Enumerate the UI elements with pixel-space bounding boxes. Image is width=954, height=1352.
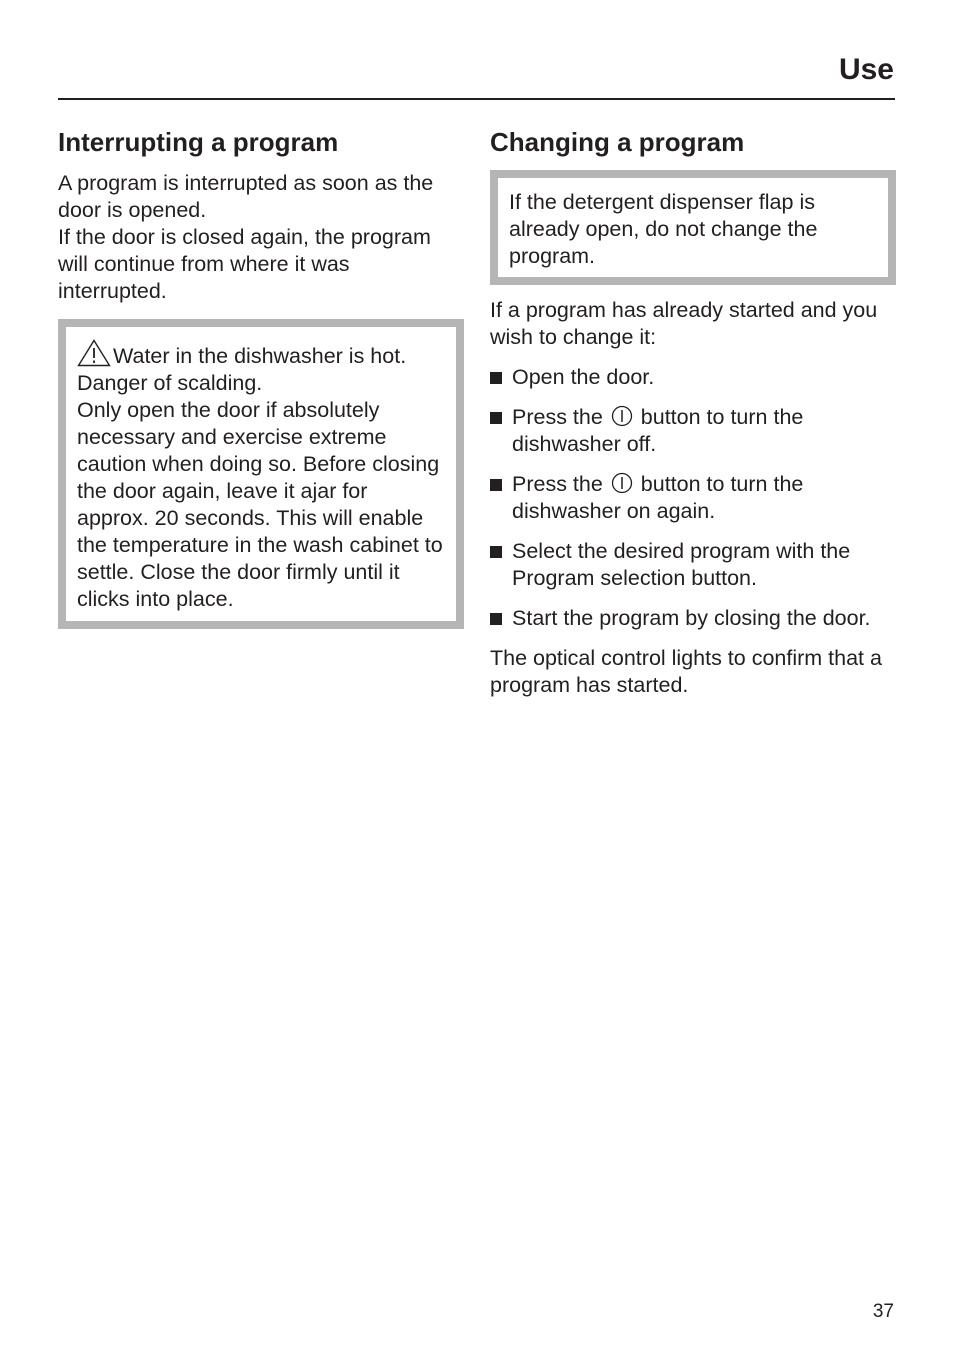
power-button-icon	[611, 405, 633, 427]
page-number: 37	[872, 1301, 894, 1322]
header-rule	[58, 98, 895, 100]
square-bullet-icon	[490, 412, 502, 424]
interrupting-intro-2: If the door is closed again, the program will continue from where it was interrupted.	[58, 225, 431, 303]
step-text-after: button to turn the dishwasher off.	[512, 405, 804, 456]
step-select-program	[490, 538, 896, 592]
square-bullet-icon	[490, 479, 502, 491]
steps-list	[490, 364, 896, 632]
step-text-after: button to turn the dishwasher on again.	[512, 472, 804, 523]
changing-intro: If a program has already started and you wish to change it:	[490, 298, 878, 349]
warning-first-line	[77, 339, 444, 370]
power-button-icon	[611, 472, 633, 494]
square-bullet-icon	[490, 372, 502, 384]
interrupting-heading: Interrupting a program	[58, 127, 339, 157]
step-open-door	[490, 364, 896, 391]
step-text: Start the program by closing the door.	[512, 606, 871, 630]
warning-text-2: Only open the door if absolutely necessary and exercise extreme caution when doing so. Before closing the door again, leave it ajar for approx. 20 seconds. This will enable the temperature in the wash cabinet to settle. Close the door firmly until it clicks into place.	[77, 398, 443, 611]
warning-triangle-icon	[77, 339, 111, 367]
warning-text-1: Danger of scalding.	[77, 371, 263, 395]
interrupting-intro-1: A program is interrupted as soon as the door is opened.	[58, 171, 434, 222]
step-turn-off	[490, 404, 896, 458]
square-bullet-icon	[490, 546, 502, 558]
warning-lead: Water in the dishwasher is hot.	[113, 344, 407, 368]
square-bullet-icon	[490, 613, 502, 625]
changing-outro: The optical control lights to confirm that a program has started.	[490, 646, 882, 697]
section-title: Use	[838, 53, 894, 86]
step-text-before: Press the	[512, 405, 603, 429]
step-text: Open the door.	[512, 365, 655, 389]
interrupting-column	[58, 126, 464, 629]
changing-heading: Changing a program	[490, 127, 745, 157]
warning-box	[58, 319, 464, 629]
note-text: If the detergent dispenser flap is already open, do not change the program.	[509, 190, 818, 268]
step-text-before: Press the	[512, 472, 603, 496]
step-start-program	[490, 605, 896, 632]
changing-column	[490, 126, 896, 699]
step-turn-on	[490, 471, 896, 525]
note-box	[490, 170, 896, 285]
step-text: Select the desired program with the Program selection button.	[512, 539, 851, 590]
